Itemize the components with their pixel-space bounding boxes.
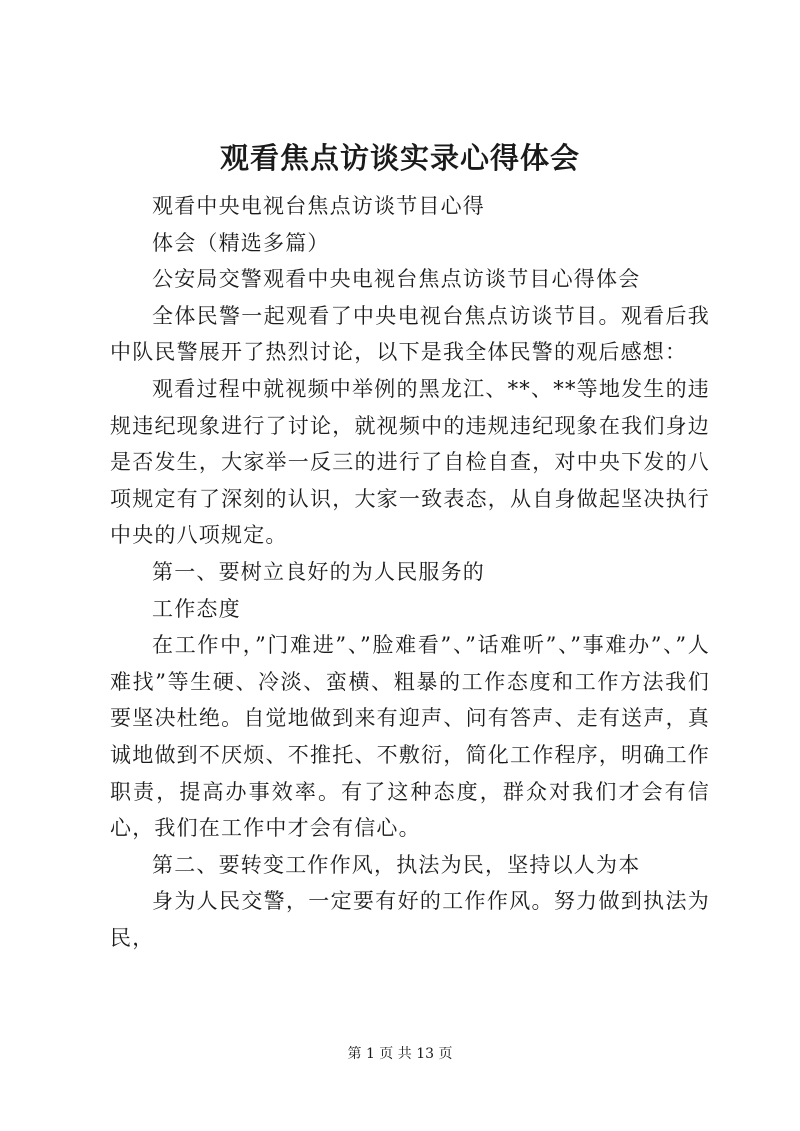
paragraph: 第二、要转变工作作风，执法为民，坚持以人为本 — [152, 852, 641, 877]
paragraph: 观看中央电视台焦点访谈节目心得 — [152, 194, 485, 218]
document-body — [110, 188, 710, 956]
page-title: 观看焦点访谈实录心得体会 — [219, 141, 580, 175]
paragraph: 全体民警一起观看了中央电视台焦点访谈节目。观看后我中队民警展开了热烈讨论，以下是我全体民警的观后感想： — [110, 303, 710, 365]
paragraph: 第一、要树立良好的为人民服务的 — [152, 559, 485, 584]
paragraph: 在工作中，”门难进”、”脸难看”、”话难听”、”事难办”、”人难找”等生硬、冷淡、蛮横、粗暴的工作态度和工作方法我们要坚决杜绝。自觉地做到来有迎声、问有答声、走有送声，真诚地做到不厌烦、不推托、不敷衍，简化工作程序，明确工作职责，提高办事效率。有了这种态度，群众对我们才会有信心，我们在工作中才会有信心。 — [110, 633, 710, 841]
paragraph: 体会（精选多篇） — [152, 230, 330, 255]
paragraph: 身为人民交警，一定要有好的工作作风。努力做到执法为民， — [110, 889, 710, 950]
paragraph: 工作态度 — [152, 596, 241, 621]
paragraph: 公安局交警观看中央电视台焦点访谈节目心得体会 — [152, 267, 641, 292]
paragraph: 观看过程中就视频中举例的黑龙江、**、**等地发生的违规违纪现象进行了讨论，就视频中的违规违纪现象在我们身边是否发生，大家举一反三的进行了自检自查，对中央下发的八项规定有了深刻的认识，大家一致表态，从自身做起坚决执行中央的八项规定。 — [110, 376, 710, 548]
page-footer: 第 1 页 共 13 页 — [347, 1046, 453, 1062]
